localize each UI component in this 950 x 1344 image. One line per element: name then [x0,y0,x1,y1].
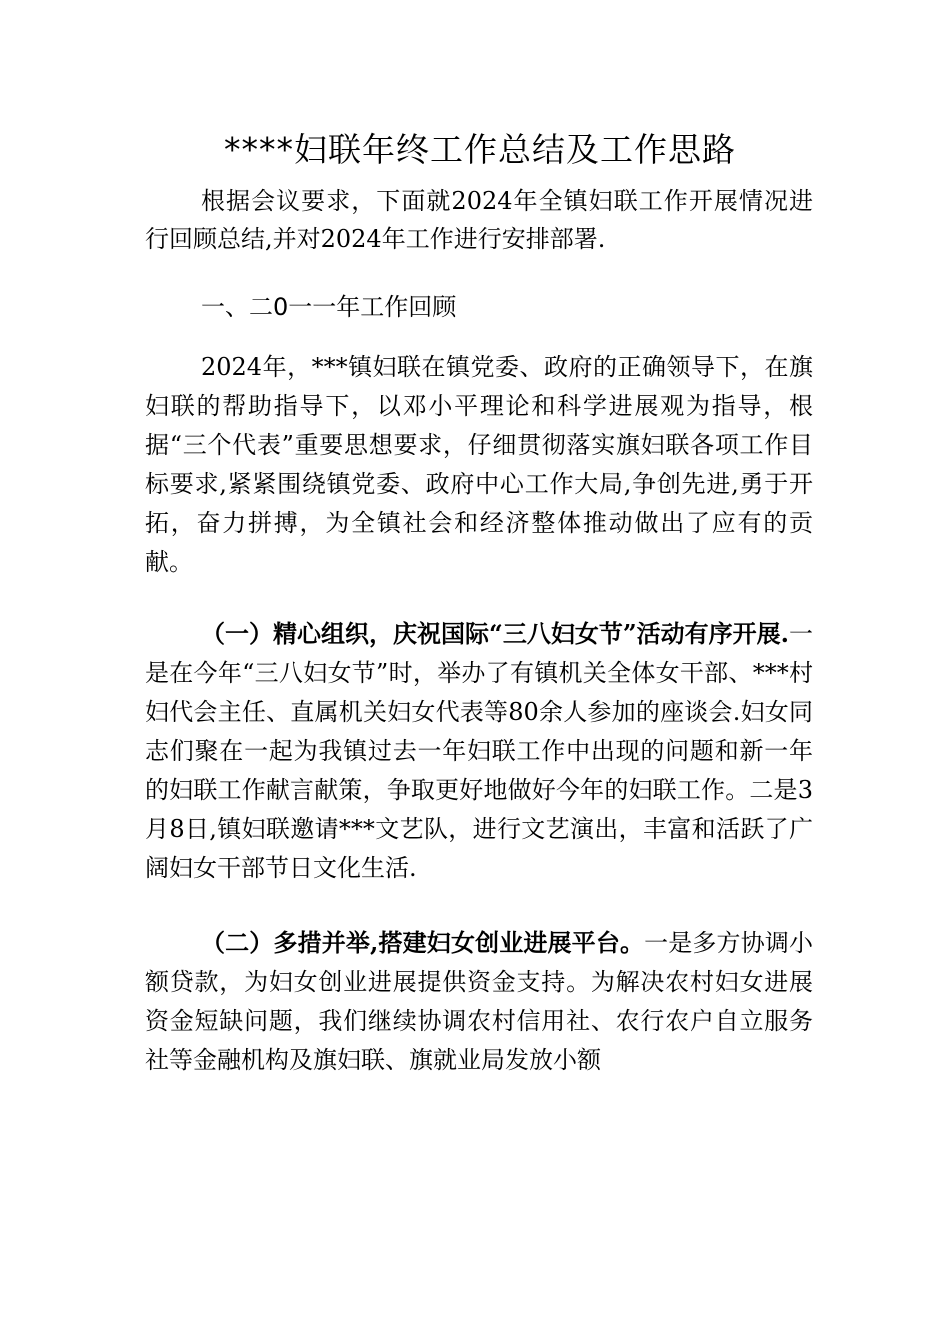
item-two-heading: （二）多措并举,搭建妇女创业进展平台。 [201,928,645,957]
item-one-heading: （一）精心组织，庆祝国际“三八妇女节”活动有序开展. [201,619,789,648]
section-heading: 一、二0一一年工作回顾 [201,293,457,321]
intro-paragraph: 根据会议要求，下面就2024年全镇妇联工作开展情况进行回顾总结,并对2024年工作进行安排部署. [145,187,813,253]
item-two-text: 一是多方协调小额贷款，为妇女创业进展提供资金支持。为解决农村妇女进展资金短缺问题，我们继续协调农村信用社、农行农户自立服务社等金融机构及旗妇联、旗就业局发放小额 [145,929,813,1074]
document-title: ****妇联年终工作总结及工作思路 [224,130,736,169]
document-body [145,182,813,1080]
item-one-text: 一是在今年“三八妇女节”时，举办了有镇机关全体女干部、***村妇代会主任、直属机关妇女代表等80余人参加的座谈会.妇女同志们聚在一起为我镇过去一年妇联工作中出现的问题和新一年的妇联工作献言献策，争取更好地做好今年的妇联工作。二是3月8日,镇妇联邀请***文艺队，进行文艺演出，丰富和活跃了广阔妇女干部节日文化生活. [145,620,814,882]
item-one-paragraph [145,614,813,888]
item-two-paragraph [145,923,813,1080]
section-paragraph: 2024年，***镇妇联在镇党委、政府的正确领导下，在旗妇联的帮助指导下，以邓小平理论和科学进展观为指导，根据“三个代表”重要思想要求，仔细贯彻落实旗妇联各项工作目标要求,紧紧围绕镇党委、政府中心工作大局,争创先进,勇于开拓，奋力拼搏，为全镇社会和经济整体推动做出了应有的贡献。 [145,353,813,576]
